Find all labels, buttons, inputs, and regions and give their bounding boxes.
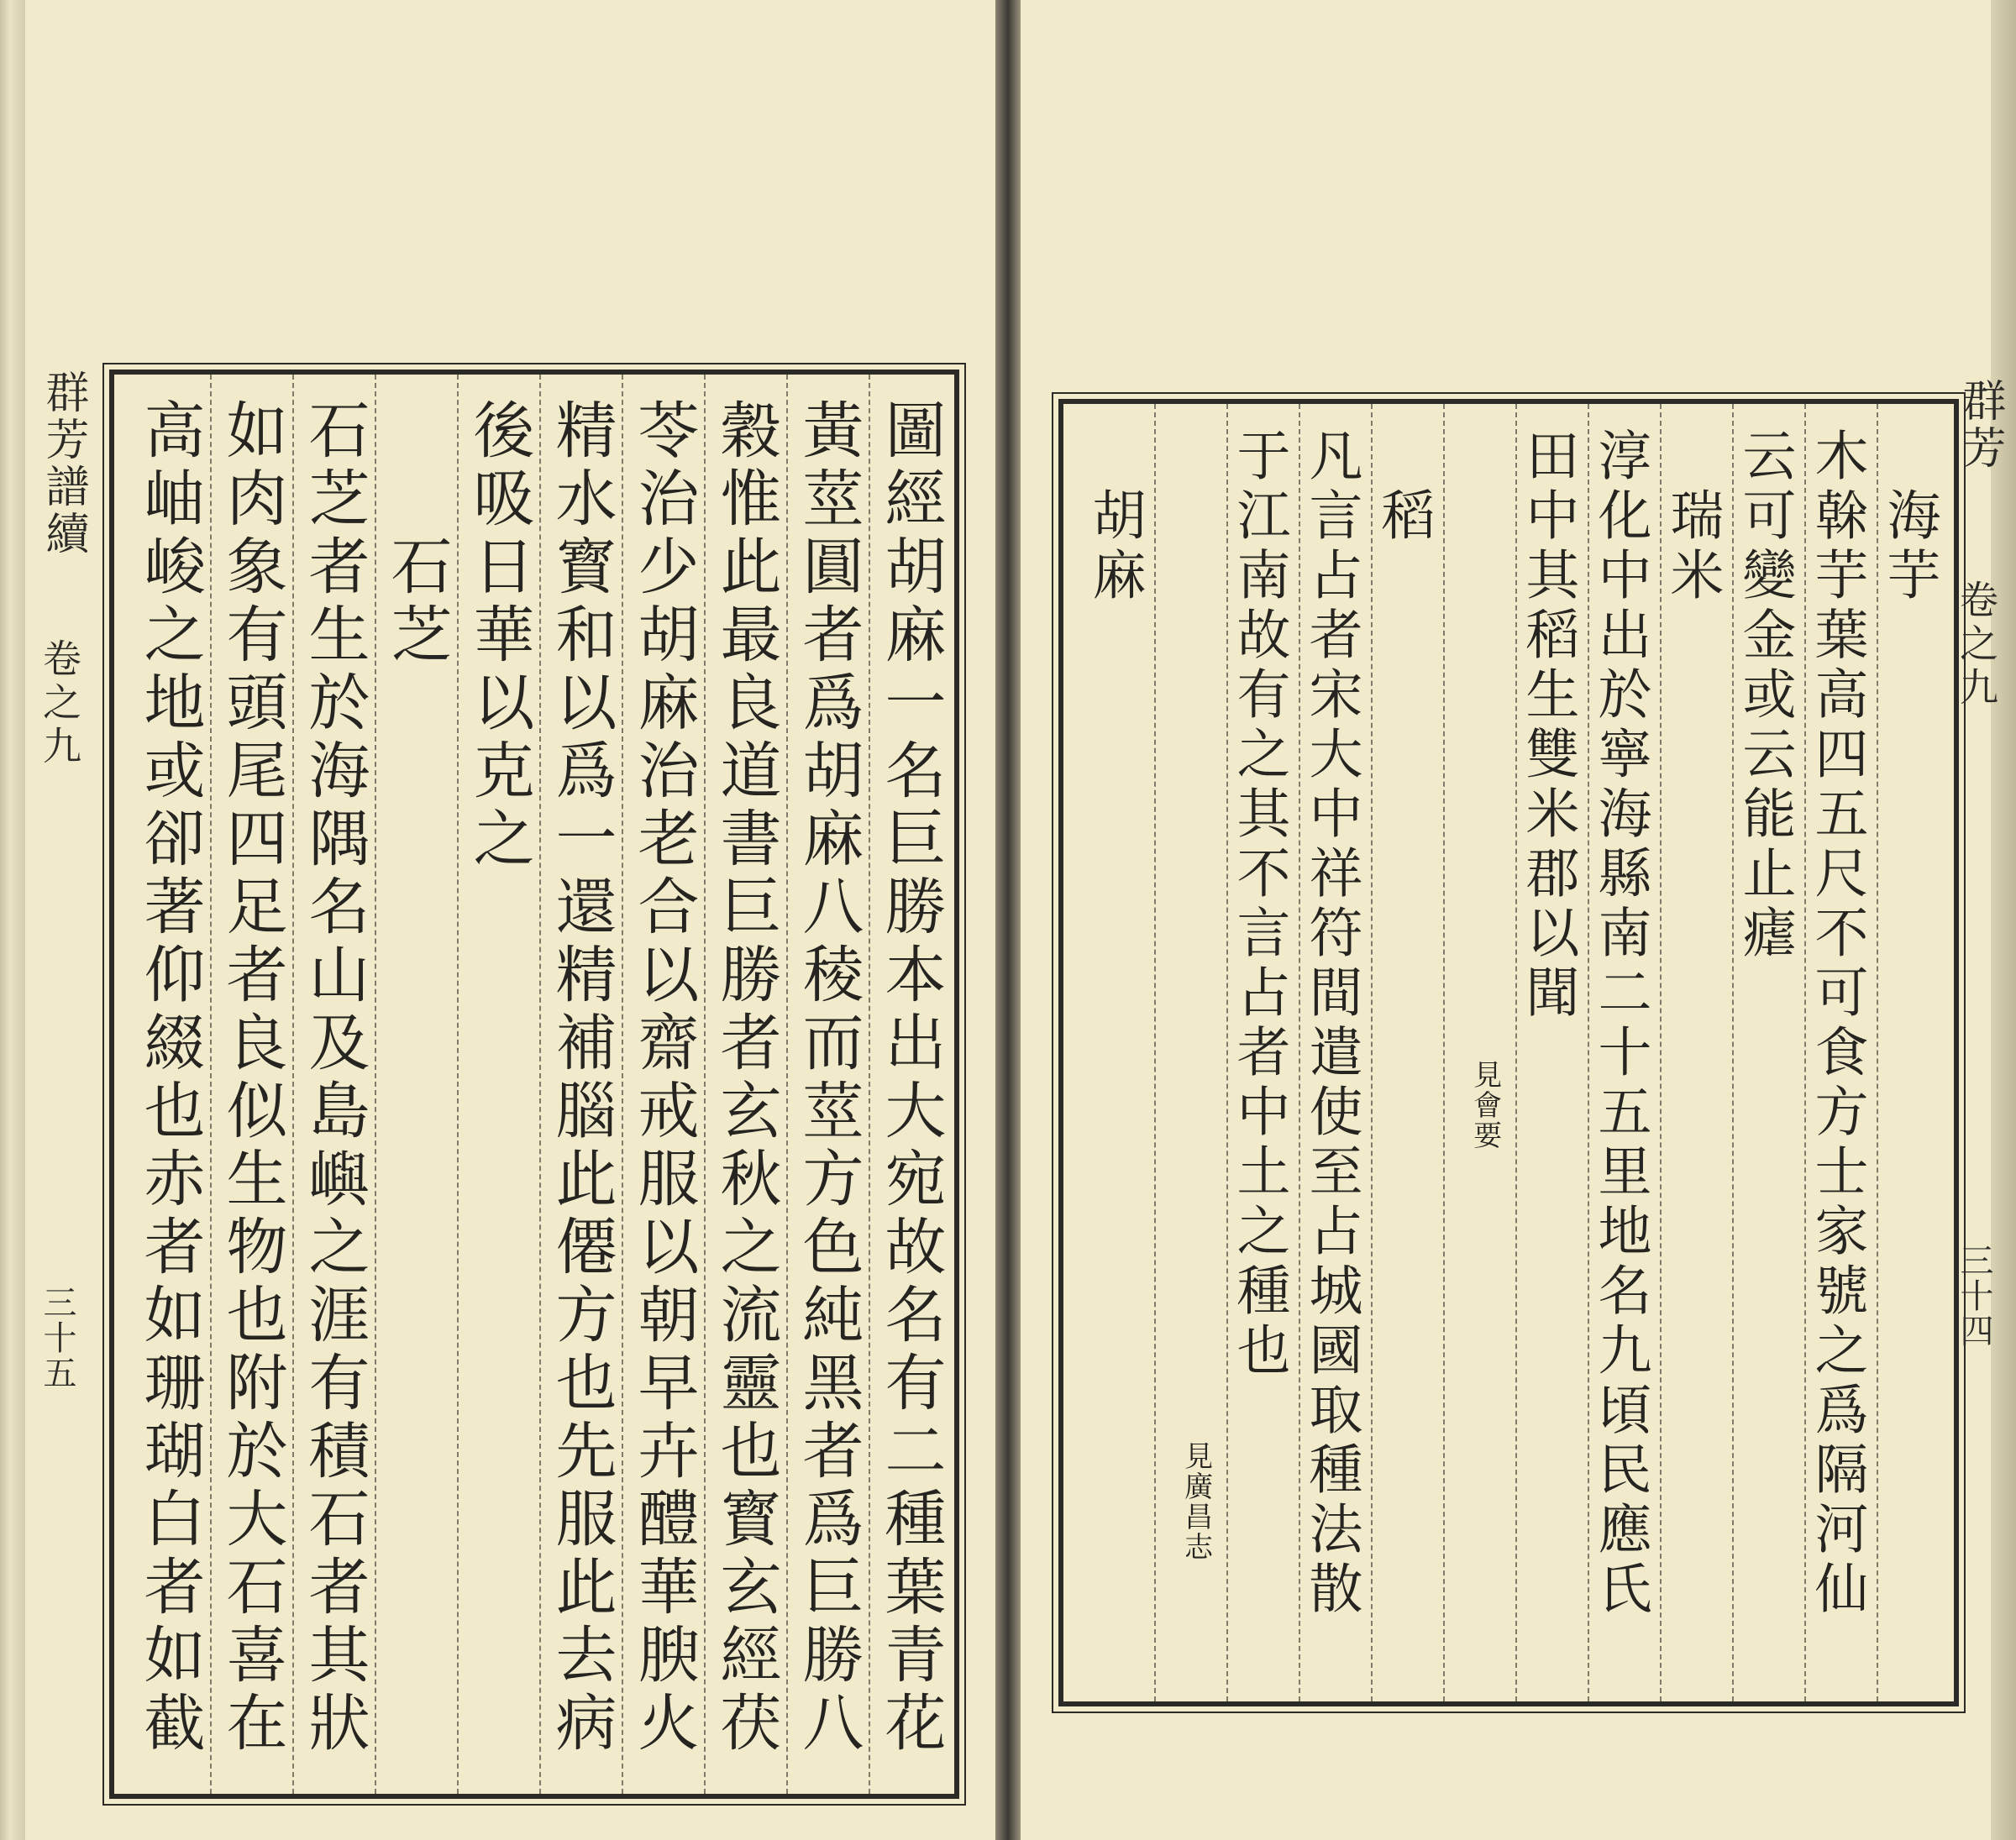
column-rule (1588, 404, 1589, 1701)
right-page-column-8: 稻 (1372, 487, 1435, 547)
left-page (25, 0, 995, 1840)
right-margin-title: 群芳 (1955, 378, 2005, 472)
column-rule (1877, 404, 1878, 1701)
column-rule (786, 375, 788, 1794)
right-page-column-9: 凡言占者宋大中祥符間遣使至占城國取種法散 (1299, 427, 1362, 1620)
left-page-column-5: 精水寳和以爲一還精補腦此僊方也先服此去病 (544, 398, 617, 1759)
column-rule (1443, 404, 1445, 1701)
right-page-column-4: 瑞米 (1661, 487, 1724, 606)
column-rule (1732, 404, 1734, 1701)
right-page-column-7: 見會要 (1467, 1059, 1502, 1151)
column-rule (1660, 404, 1662, 1701)
right-page (1021, 0, 2005, 1840)
column-rule (1226, 404, 1228, 1701)
column-rule (1154, 404, 1156, 1701)
left-page-column-2: 黃莖圓者爲胡麻八稜而莖方色純黑者爲巨勝八 (791, 398, 864, 1759)
right-page-column-3: 云可變金或云能止瘧 (1733, 427, 1796, 964)
column-rule (1515, 404, 1517, 1701)
left-page-column-4: 苓治少胡麻治老合以齋戒服以朝早卉醴華腴火 (627, 398, 699, 1759)
column-rule (1299, 404, 1300, 1701)
left-margin-volume: 卷之九 (37, 638, 82, 769)
right-page-column-6: 田中其稻生雙米郡以聞 (1516, 427, 1579, 1024)
right-page-column-11: 見廣昌志 (1179, 1441, 1213, 1562)
column-rule (622, 375, 623, 1794)
left-page-column-7: 石芝 (380, 534, 452, 670)
right-text-frame (1058, 399, 1959, 1706)
column-rule (539, 375, 541, 1794)
column-rule (210, 375, 212, 1794)
left-margin-title: 群芳譜續 (38, 370, 88, 558)
left-margin-folio: 三十五 (38, 1285, 76, 1391)
left-page-column-10: 高岫峻之地或卻著仰綴也赤者如珊瑚白者如截 (133, 398, 205, 1759)
column-rule (292, 375, 294, 1794)
left-page-column-8: 石芝者生於海隅名山及島嶼之涯有積石者其狀 (297, 398, 370, 1759)
column-rule (1371, 404, 1373, 1701)
book-spine (995, 0, 1021, 1840)
page-edge-left (0, 0, 25, 1840)
column-rule (704, 375, 706, 1794)
left-page-column-1: 圖經胡麻一名巨勝本出大宛故名有二種葉青花 (874, 398, 946, 1759)
right-page-column-1: 海芋 (1877, 487, 1940, 606)
right-page-column-2: 木榦芋葉高四五尺不可食方士家號之爲隔河仙 (1805, 427, 1868, 1620)
right-page-column-12: 胡麻 (1083, 487, 1146, 606)
right-margin-folio: 三十四 (1955, 1243, 1993, 1349)
column-rule (1804, 404, 1806, 1701)
column-rule (375, 375, 376, 1794)
left-page-column-3: 穀惟此最良道書巨勝者玄秋之流靈也寳玄經茯 (709, 398, 781, 1759)
left-page-column-9: 如肉象有頭尾四足者良似生物也附於大石喜在 (215, 398, 287, 1759)
right-page-column-10: 于江南故有之其不言占者中土之種也 (1227, 427, 1290, 1381)
left-text-frame (109, 370, 959, 1799)
left-page-column-6: 後吸日華以克之 (462, 398, 534, 874)
page-edge-right (1991, 0, 2016, 1840)
column-rule (457, 375, 459, 1794)
right-page-column-5: 淳化中出於寧海縣南二十五里地名九頃民應氏 (1588, 427, 1651, 1620)
column-rule (869, 375, 870, 1794)
right-margin-volume: 卷之九 (1954, 579, 1999, 710)
